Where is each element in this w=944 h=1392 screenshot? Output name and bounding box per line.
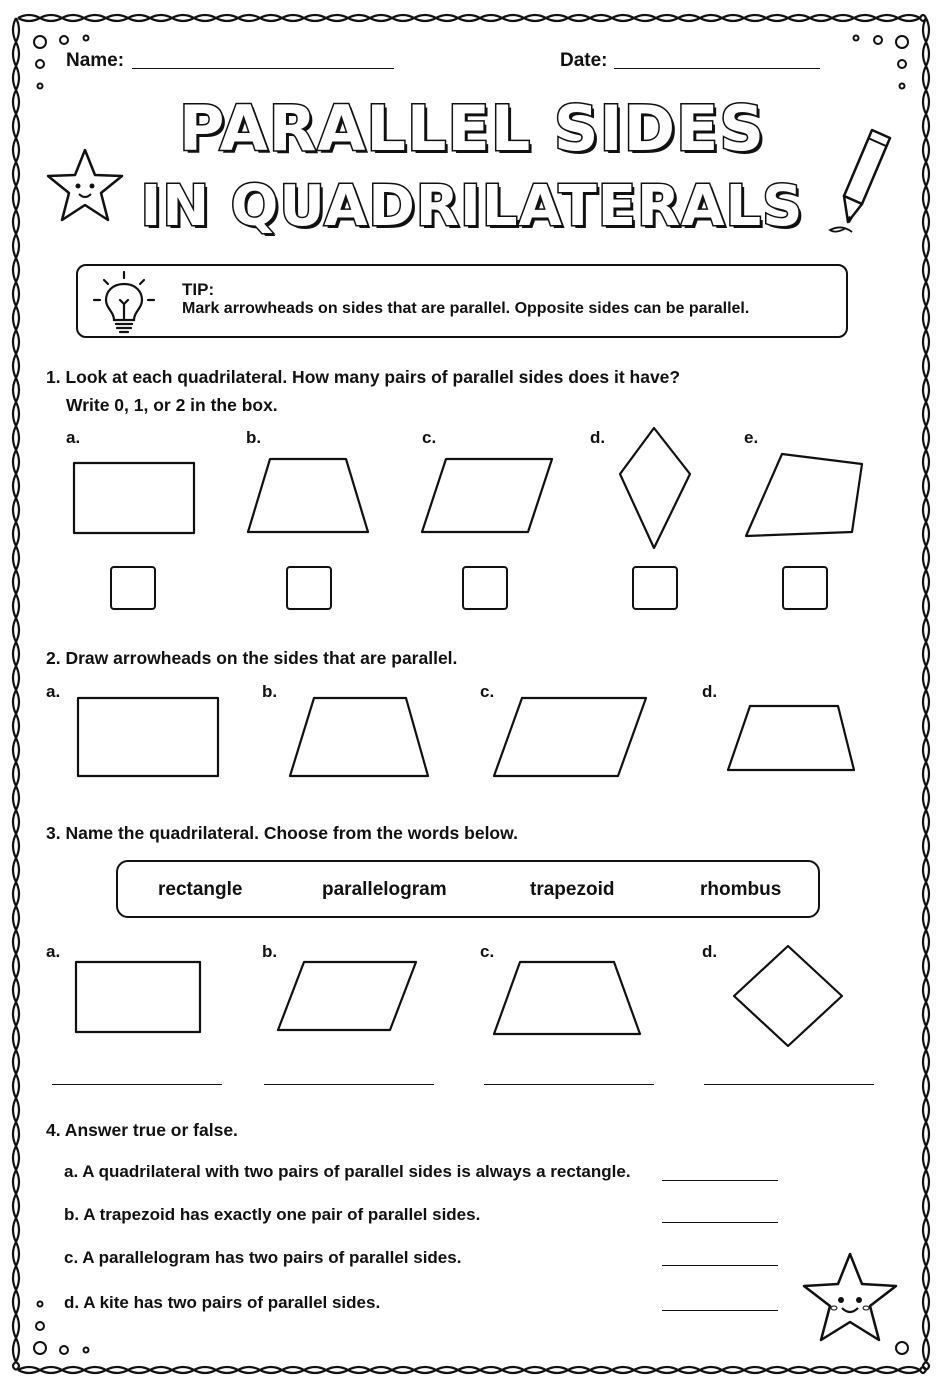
q3-shape-d-rhombus (734, 946, 842, 1046)
q2-label-a: a. (46, 682, 61, 701)
word-rectangle: rectangle (158, 879, 243, 900)
q4-answer-line-a[interactable] (662, 1180, 778, 1181)
q1-label-e: e. (744, 428, 759, 447)
q3-answer-line-d[interactable] (704, 1084, 874, 1085)
q4-answer-line-c[interactable] (662, 1265, 778, 1266)
tip-title: TIP: (182, 280, 215, 299)
q4-item-a: a. A quadrilateral with two pairs of parallel sides is always a rectangle. (64, 1162, 631, 1181)
q3-shape-a-rectangle (76, 962, 200, 1032)
word-parallelogram: parallelogram (322, 879, 447, 900)
q3-shape-c-trapezoid (494, 962, 640, 1034)
q1-label-c: c. (422, 428, 437, 447)
q4-prompt: 4. Answer true or false. (46, 1120, 238, 1140)
q2-prompt: 2. Draw arrowheads on the sides that are parallel. (46, 648, 458, 668)
q3-prompt: 3. Name the quadrilateral. Choose from the words below. (46, 823, 518, 843)
word-rhombus: rhombus (700, 879, 782, 900)
q1-label-a: a. (66, 428, 81, 447)
q3-label-a: a. (46, 942, 61, 961)
q3-answer-line-b[interactable] (264, 1084, 434, 1085)
name-label: Name: (66, 50, 125, 71)
q4-item-d: d. A kite has two pairs of parallel sides. (64, 1293, 381, 1312)
word-trapezoid: trapezoid (530, 879, 615, 900)
q2-label-b: b. (262, 682, 278, 701)
q1-prompt-line1: 1. Look at each quadrilateral. How many pairs of parallel sides does it have? (46, 367, 681, 387)
date-label: Date: (560, 50, 608, 71)
q3-label-b: b. (262, 942, 278, 961)
q2-label-d: d. (702, 682, 718, 701)
q4-answer-line-b[interactable] (662, 1222, 778, 1223)
q1-label-d: d. (590, 428, 606, 447)
q3-answer-line-a[interactable] (52, 1084, 222, 1085)
star-icon (800, 1250, 900, 1346)
title-line-2: IN QUADRILATERALS (140, 174, 804, 239)
q1-prompt-line2: Write 0, 1, or 2 in the box. (66, 395, 278, 415)
tip-text: Mark arrowheads on sides that are parallel. Opposite sides can be parallel. (182, 300, 750, 317)
q3-label-c: c. (480, 942, 495, 961)
q1-label-b: b. (246, 428, 262, 447)
q4-item-b: b. A trapezoid has exactly one pair of parallel sides. (64, 1205, 481, 1224)
q2-label-c: c. (480, 682, 495, 701)
q4-item-c: c. A parallelogram has two pairs of parallel sides. (64, 1248, 462, 1267)
title-line-1: PARALLEL SIDES (178, 92, 766, 165)
q3-answer-line-c[interactable] (484, 1084, 654, 1085)
q3-label-d: d. (702, 942, 718, 961)
q3-shape-b-parallelogram (278, 962, 416, 1030)
q4-answer-line-d[interactable] (662, 1310, 778, 1311)
